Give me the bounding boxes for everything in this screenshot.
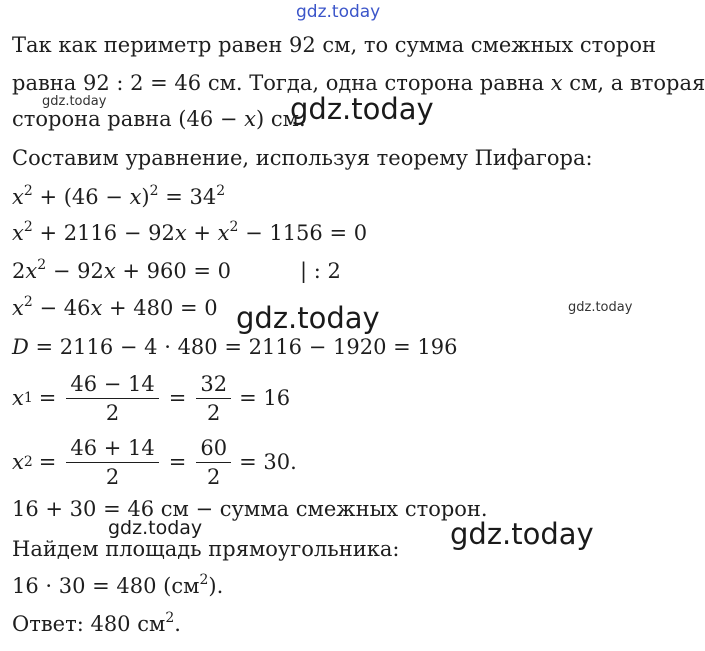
equals-sign: = bbox=[168, 450, 187, 474]
answer-line bbox=[12, 611, 181, 637]
variable-x: x bbox=[12, 386, 24, 410]
answer-text: Ответ: 480 см bbox=[12, 612, 166, 636]
variable-x: x bbox=[12, 185, 24, 209]
equation-part: = 34 bbox=[158, 185, 217, 209]
equals-sign: = bbox=[38, 386, 57, 410]
equation-part: − 92 bbox=[46, 259, 104, 283]
equation-part: = 2116 − 4 · 480 = 2116 − 1920 = 196 bbox=[28, 335, 458, 359]
exponent: 2 bbox=[229, 219, 239, 235]
text-line-1-content: Так как периметр равен 92 см, то сумма смежных сторон bbox=[12, 33, 656, 57]
watermark-large-center-top: gdz.today bbox=[290, 92, 434, 126]
exponent: 2 bbox=[149, 183, 159, 199]
exponent: 2 bbox=[23, 294, 33, 310]
variable-x: x bbox=[550, 71, 563, 95]
result: = 30. bbox=[239, 450, 297, 474]
equals-sign: = bbox=[168, 386, 187, 410]
denominator: 2 bbox=[207, 400, 221, 425]
equation-3 bbox=[12, 258, 231, 284]
exponent: 2 bbox=[23, 219, 33, 235]
equation-part: − 1156 = 0 bbox=[238, 221, 368, 245]
find-area-line bbox=[12, 536, 399, 562]
discriminant bbox=[12, 334, 457, 360]
answer-end: . bbox=[174, 612, 181, 636]
divide-by-two: | : 2 bbox=[300, 259, 341, 283]
exponent: 2 bbox=[199, 572, 209, 588]
equation-4 bbox=[12, 295, 218, 321]
exponent: 2 bbox=[216, 183, 226, 199]
root-x1: x 1 = $\frac{46 - 14}{2}$ = $\frac{32}{2}$ = 16 bbox=[12, 371, 291, 425]
equation-1 bbox=[12, 184, 225, 210]
variable-d: D bbox=[12, 335, 29, 359]
exponent: 2 bbox=[165, 610, 175, 626]
watermark-small-right: gdz.today bbox=[568, 300, 633, 315]
watermark-top: gdz.today bbox=[296, 2, 381, 22]
divide-note bbox=[300, 258, 341, 284]
fraction bbox=[196, 372, 231, 425]
equation-part: 2 bbox=[12, 259, 26, 283]
equation-part: + 480 = 0 bbox=[102, 296, 218, 320]
variable-x: x bbox=[90, 296, 103, 320]
conclusion-line bbox=[12, 496, 488, 522]
result: = 16 bbox=[239, 386, 291, 410]
text-line-2-part-a: равна 92 : 2 = 46 см. Тогда, одна сторона равна bbox=[12, 71, 551, 95]
variable-x: x bbox=[217, 221, 230, 245]
fraction bbox=[196, 436, 231, 489]
variable-x: x bbox=[12, 296, 24, 320]
variable-x: x bbox=[129, 185, 142, 209]
variable-x: x bbox=[174, 221, 187, 245]
numerator: 60 bbox=[196, 436, 231, 463]
find-area-text: Найдем площадь прямоугольника: bbox=[12, 537, 400, 561]
watermark-small-left: gdz.today bbox=[42, 94, 107, 109]
numerator: 46 − 14 bbox=[66, 372, 158, 399]
area-calc-part-b: ). bbox=[208, 574, 224, 598]
area-calc-part-a: 16 · 30 = 480 (см bbox=[12, 574, 200, 598]
exponent: 2 bbox=[23, 183, 33, 199]
equation-2 bbox=[12, 220, 367, 246]
variable-x: x bbox=[12, 221, 24, 245]
equation-part: − 46 bbox=[32, 296, 91, 320]
numerator: 46 + 14 bbox=[66, 436, 158, 463]
equation-part: ) bbox=[141, 185, 150, 209]
root-x2: x 2 = $\frac{46 + 14}{2}$ = $\frac{60}{2}$ = 30. bbox=[12, 435, 297, 489]
fraction bbox=[66, 372, 158, 425]
text-line-4-content: Составим уравнение, используя теорему Пифагора: bbox=[12, 146, 593, 170]
equation-part: + 960 = 0 bbox=[115, 259, 231, 283]
watermark-large-center-mid: gdz.today bbox=[236, 301, 380, 335]
exponent: 2 bbox=[37, 257, 47, 273]
fraction bbox=[66, 436, 158, 489]
variable-x: x bbox=[244, 107, 256, 131]
text-line-3-part-a: сторона равна (46 − bbox=[12, 107, 245, 131]
conclusion-text: 16 + 30 = 46 см − сумма смежных сторон. bbox=[12, 497, 488, 521]
text-line-2-part-b: см, а вторая bbox=[562, 71, 705, 95]
equation-part: + 2116 − 92 bbox=[32, 221, 175, 245]
variable-x: x bbox=[12, 450, 24, 474]
text-line-4 bbox=[12, 145, 593, 171]
numerator: 32 bbox=[196, 372, 231, 399]
area-calculation bbox=[12, 573, 223, 599]
equals-sign: = bbox=[38, 450, 57, 474]
watermark-bottom-left: gdz.today bbox=[108, 517, 203, 539]
denominator: 2 bbox=[207, 464, 221, 489]
text-line-1 bbox=[12, 32, 656, 58]
variable-x: x bbox=[25, 259, 38, 283]
watermark-large-bottom-right: gdz.today bbox=[450, 517, 594, 551]
text-line-3-part-b: ) см. bbox=[255, 107, 306, 131]
variable-x: x bbox=[103, 259, 116, 283]
text-line-3 bbox=[12, 106, 306, 132]
denominator: 2 bbox=[105, 464, 120, 489]
equation-part: + (46 − bbox=[32, 185, 130, 209]
equation-part: + bbox=[186, 221, 218, 245]
text-line-2 bbox=[12, 70, 705, 96]
denominator: 2 bbox=[105, 400, 120, 425]
